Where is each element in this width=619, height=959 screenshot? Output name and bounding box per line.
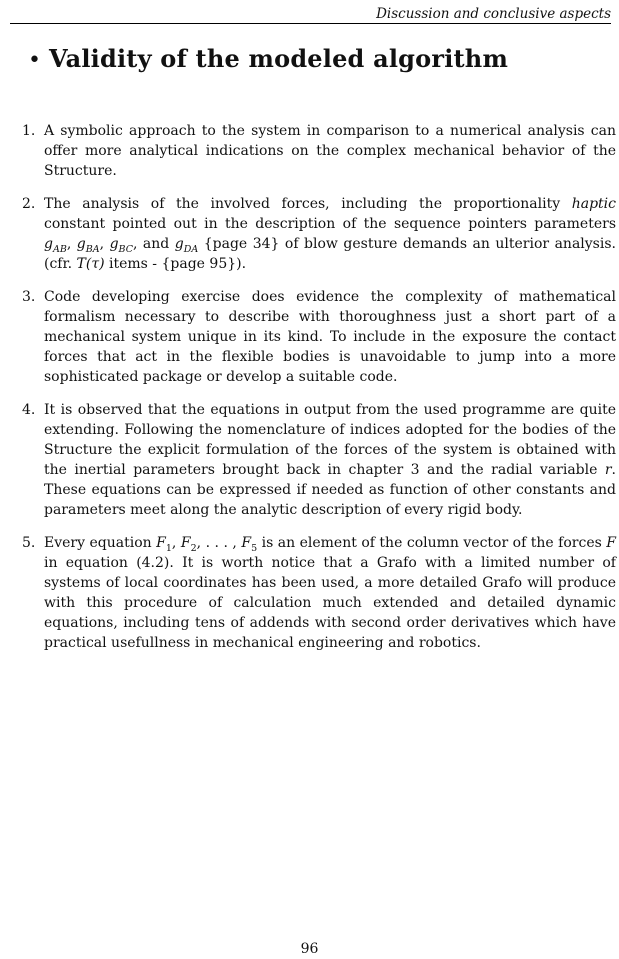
- item-text: Code developing exercise does evidence the complexity of mathematical formalism necessary to describe with thoroughness just a short part of a mechanical system unique in its kind. To include in the exposure the contact forces that act in the flexible bodies is unavoidable to jump into a more sophisticated package or develop a suitable code.: [44, 289, 616, 385]
- item-text: The analysis of the involved forces, including the proportionality haptic constant pointed out in the description of the sequence pointers parameters $g_{AB}$, $g_{BA}$, $g_{BC}$, and $g_{DA}$ {page 34} of blow gesture demands an ulterior analysis. (cfr. T(τ) items - {page 95}).: [44, 196, 616, 272]
- running-title: Discussion and conclusive aspects: [376, 6, 611, 22]
- item-text: It is observed that the equations in output from the used programme are quite extending. Following the nomenclature of indices adopted for the bodies of the Structure the explicit formulation of the forces of the system is obtained with the inertial parameters brought back in chapter 3 and the radial variable r. These equations can be expressed if needed as function of other constants and parameters meet along the analytic description of every rigid body.: [44, 402, 616, 518]
- numbered-list: [22, 121, 616, 666]
- item-text: A symbolic approach to the system in comparison to a numerical analysis can offer more analytical indications on the complex mechanical behavior of the Structure.: [44, 123, 616, 179]
- bullet-icon: •: [28, 47, 41, 73]
- item-text: Every equation $F_1$, $F_2$, . . . , $F_5$ is an element of the column vector of the forces F in equation (4.2). It is worth notice that a Grafo with a limited number of systems of local coordinates has been used, a more detailed Grafo will produce with this procedure of calculation much extended and detailed dynamic equations, including tens of addends with second order derivatives which have practical usefullness in mechanical engineering and robotics.: [44, 535, 617, 651]
- item-number: 2.: [22, 196, 36, 212]
- list-item: [22, 400, 616, 520]
- list-item: [22, 121, 616, 181]
- item-number: 5.: [22, 535, 36, 551]
- haptic-term: haptic: [571, 196, 616, 212]
- item-number: 1.: [22, 123, 36, 139]
- section-title: Validity of the modeled algorithm: [48, 44, 509, 73]
- running-header: [10, 3, 611, 24]
- section-heading: [28, 44, 508, 73]
- item-number: 3.: [22, 289, 36, 305]
- list-item: [22, 194, 616, 274]
- item-number: 4.: [22, 402, 36, 418]
- list-item: [22, 533, 616, 653]
- page-number: 96: [300, 941, 319, 957]
- list-item: [22, 287, 616, 387]
